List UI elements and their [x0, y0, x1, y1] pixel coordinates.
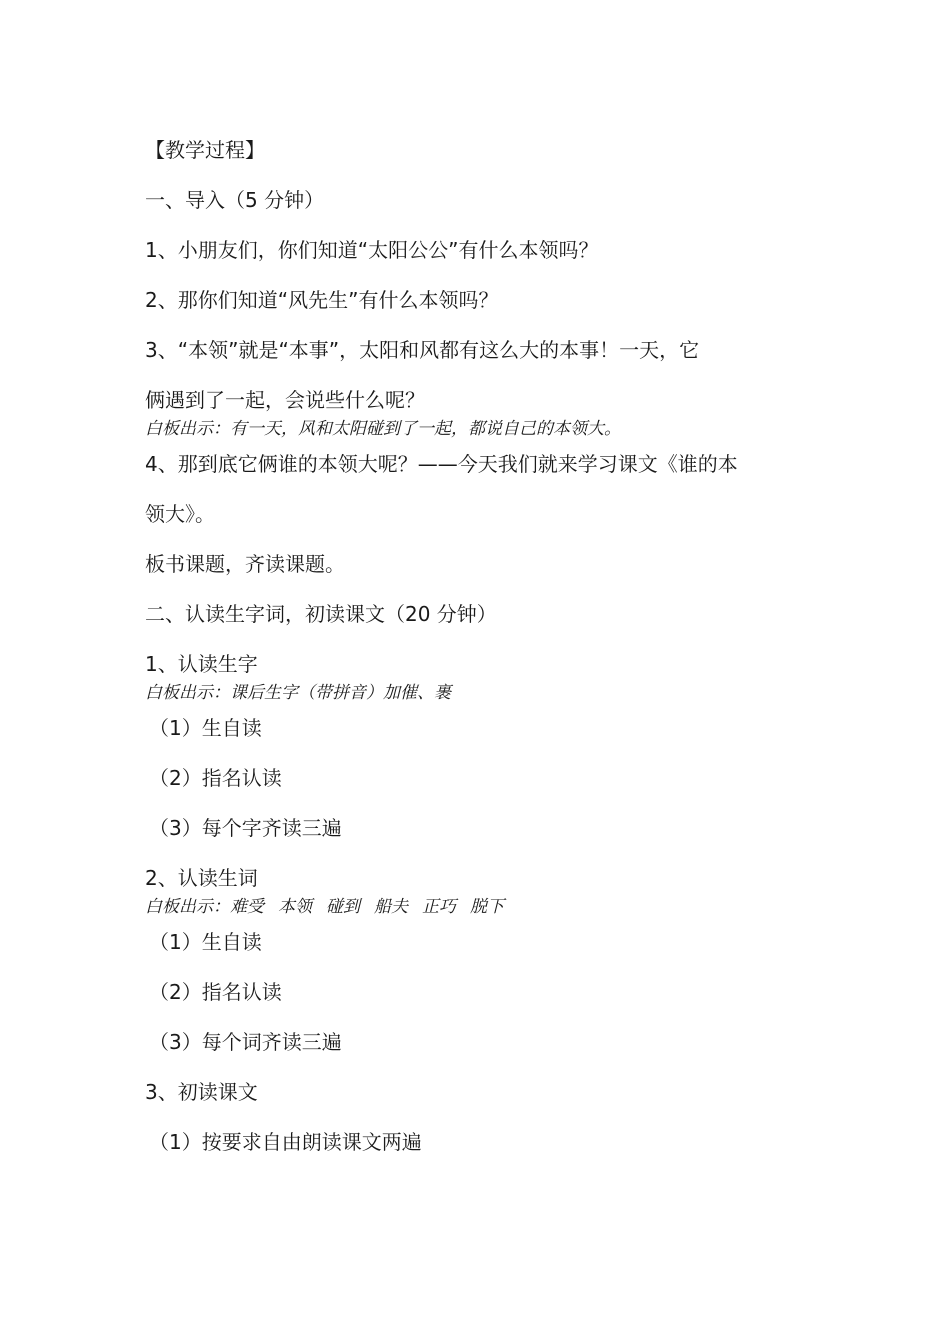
characters-step-3: （3）每个字齐读三遍 — [149, 816, 342, 840]
words-step-1: （1）生自读 — [149, 930, 262, 954]
intro-item-4-line-2: 领大》。 — [145, 502, 215, 526]
board-title-instruction: 板书课题，齐读课题。 — [145, 552, 345, 576]
word-item: 难受 — [230, 897, 264, 917]
intro-item-3-line-2: 俩遇到了一起，会说些什么呢？ — [145, 388, 425, 412]
whiteboard-note-words — [145, 896, 815, 918]
word-item: 碰到 — [326, 897, 360, 917]
word-item: 正巧 — [422, 897, 456, 917]
part-characters-title: 1、认读生字 — [145, 652, 258, 676]
words-step-2: （2）指名认读 — [149, 980, 282, 1004]
process-heading: 【教学过程】 — [145, 138, 265, 162]
document-body — [145, 134, 815, 1176]
words-step-3: （3）每个词齐读三遍 — [149, 1030, 342, 1054]
characters-step-1: （1）生自读 — [149, 716, 262, 740]
section-intro-title: 一、导入（5 分钟） — [145, 188, 325, 212]
intro-item-4-line-1: 4、那到底它俩谁的本领大呢？——今天我们就来学习课文《谁的本 — [145, 452, 738, 476]
intro-item-3-line-1: 3、“本领”就是“本事”，太阳和风都有这么大的本事！一天，它 — [145, 338, 700, 362]
word-item: 脱下 — [470, 897, 504, 917]
word-item: 船夫 — [374, 897, 408, 917]
whiteboard-note-1: 白板出示：有一天，风和太阳碰到了一起，都说自己的本领大。 — [145, 419, 621, 439]
intro-item-1: 1、小朋友们，你们知道“太阳公公”有什么本领吗？ — [145, 238, 599, 262]
characters-step-2: （2）指名认读 — [149, 766, 282, 790]
note-prefix: 白板出示： — [145, 897, 230, 917]
text-step-1: （1）按要求自由朗读课文两遍 — [149, 1130, 422, 1154]
whiteboard-note-characters: 白板出示：课后生字（带拼音）加催、裹 — [145, 683, 451, 703]
word-item: 本领 — [278, 897, 312, 917]
section-reading-title: 二、认读生字词，初读课文（20 分钟） — [145, 602, 497, 626]
part-words-title: 2、认读生词 — [145, 866, 258, 890]
part-text-title: 3、初读课文 — [145, 1080, 258, 1104]
intro-item-2: 2、那你们知道“风先生”有什么本领吗？ — [145, 288, 499, 312]
